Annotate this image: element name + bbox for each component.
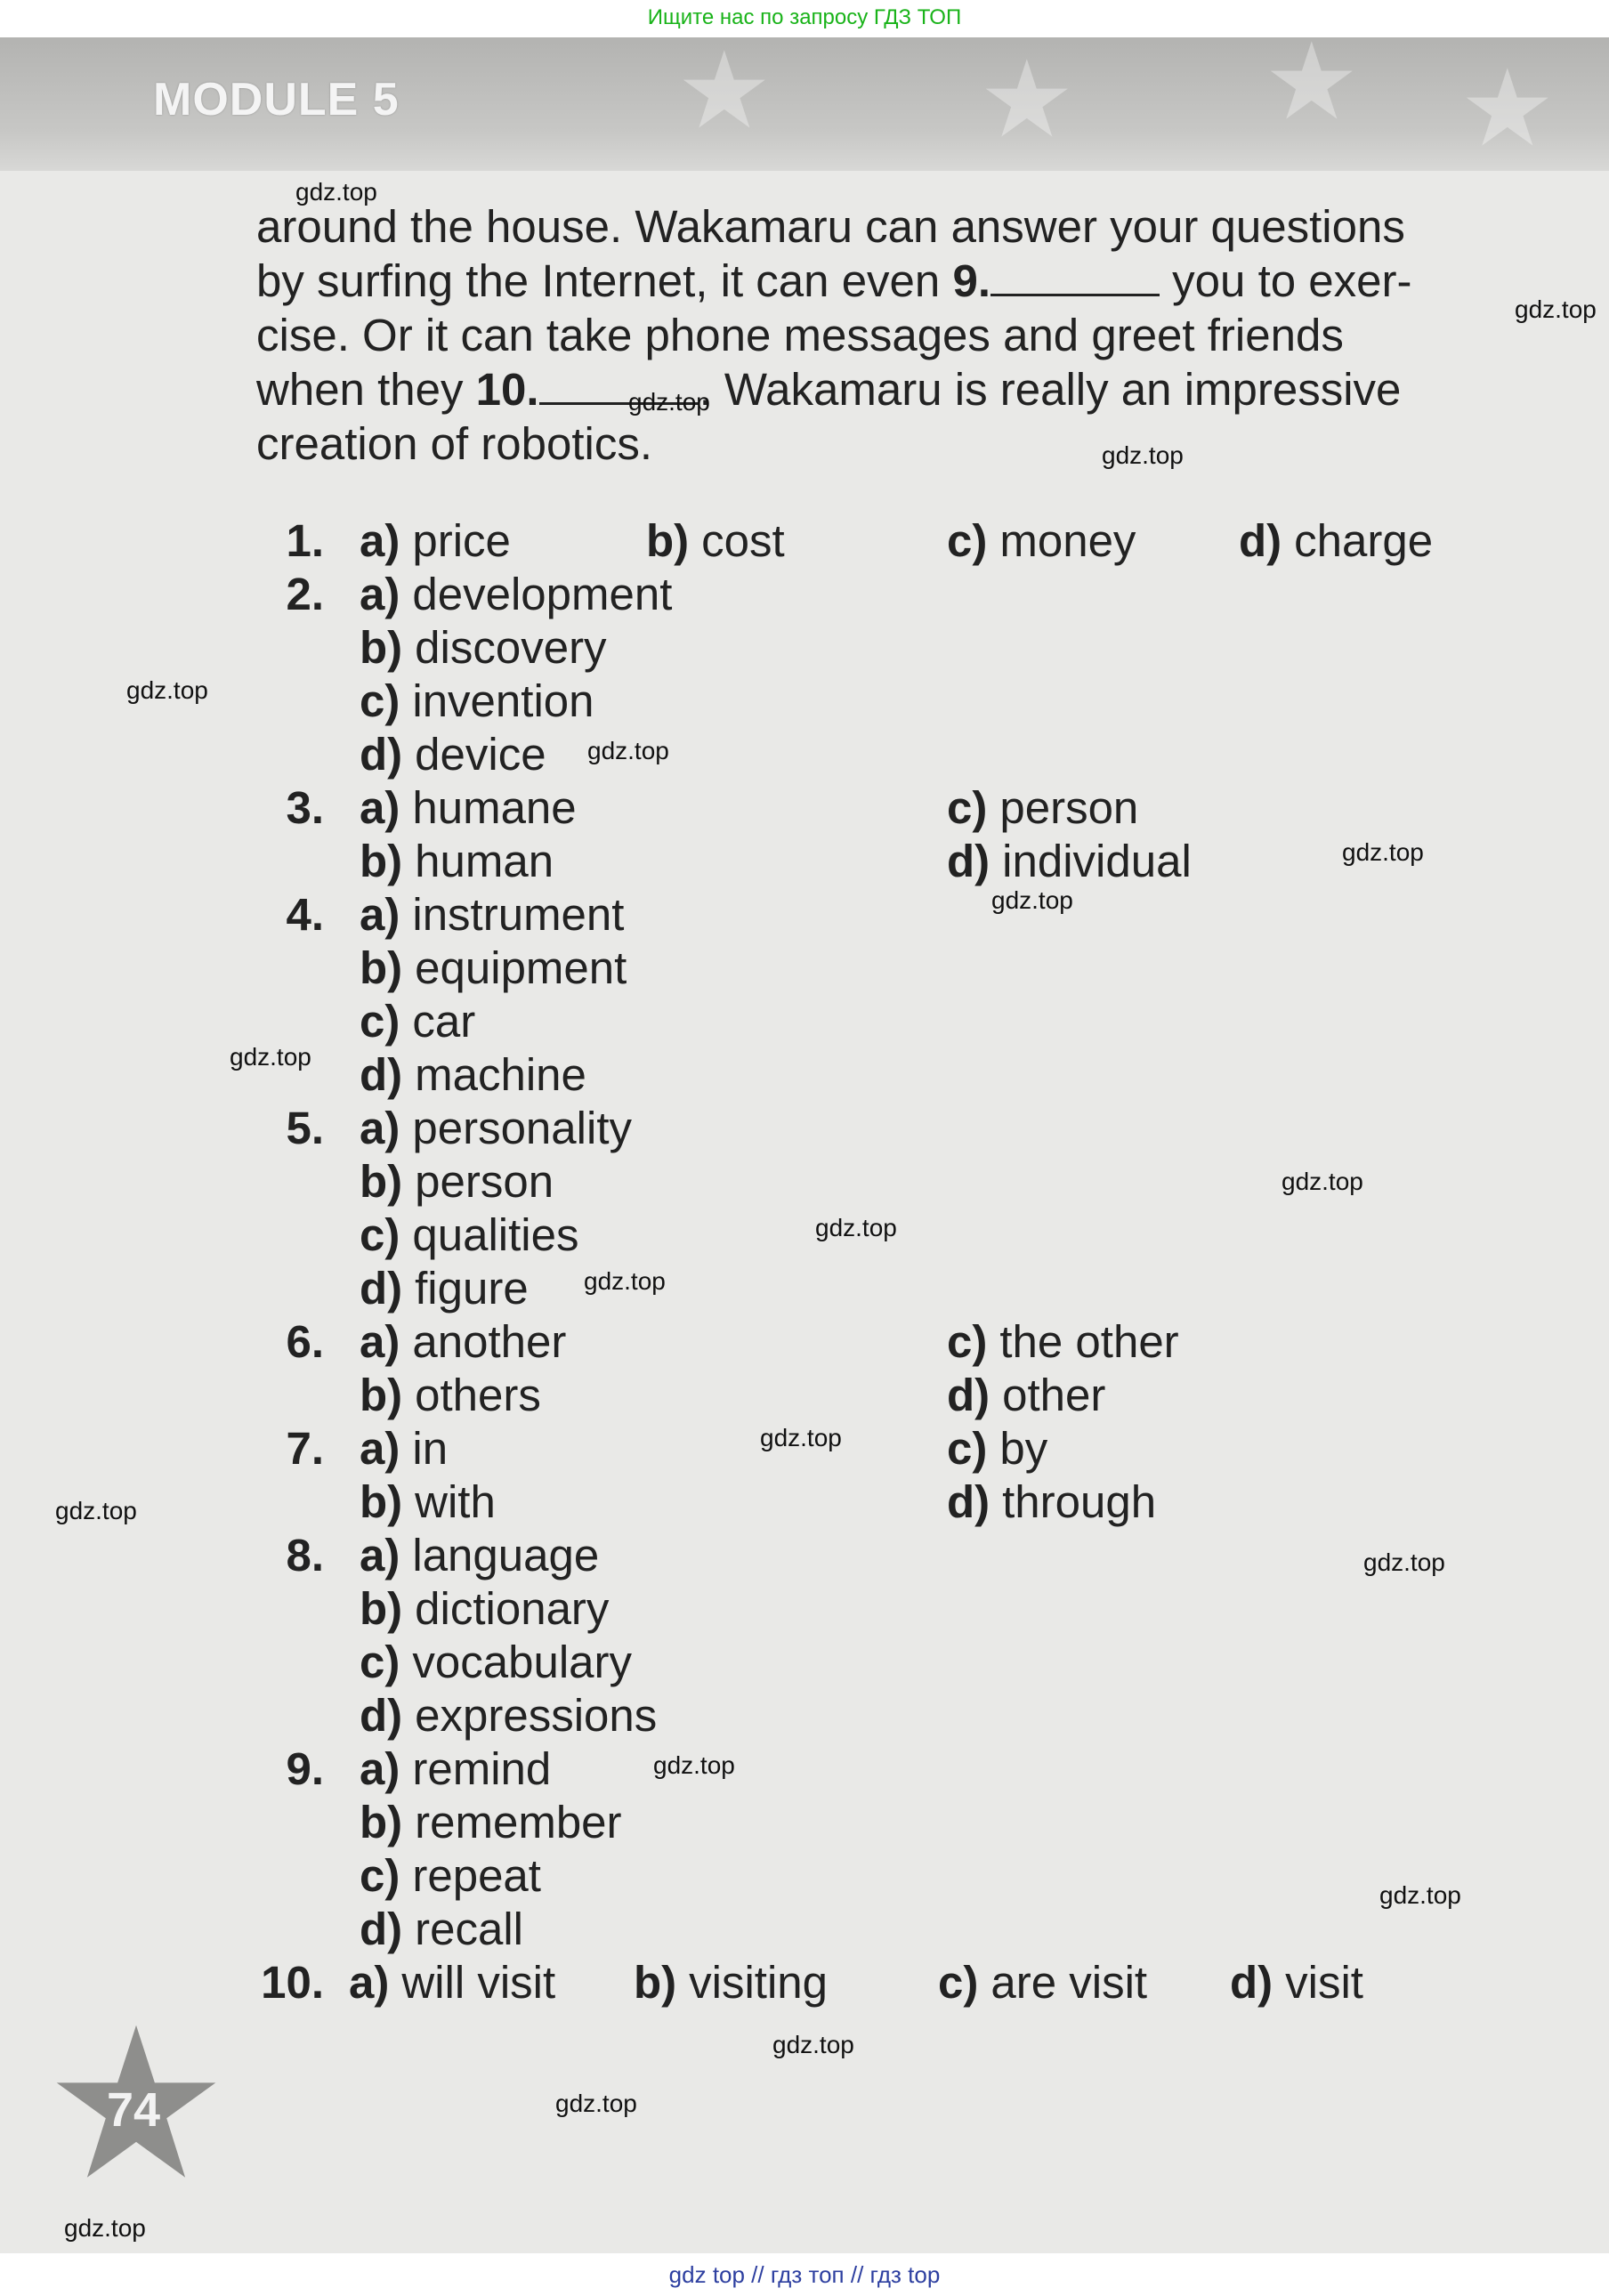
answer-option[interactable]: a) development [360,569,673,619]
answer-option[interactable]: c) by [947,1423,1048,1474]
answer-option[interactable]: b) dictionary [360,1583,610,1634]
answer-option[interactable]: b) person [360,1156,554,1207]
gap-number: 10. [475,364,539,415]
watermark: gdz.top [760,1424,842,1451]
answer-option[interactable]: a) price [360,515,511,566]
passage-line: around the house. Wakamaru can answer your questions [256,201,1405,252]
watermark: gdz.top [1379,1881,1461,1909]
passage-text: by surfing the Internet, it can even [256,255,953,306]
answer-option[interactable]: c) money [947,515,1136,566]
answer-option[interactable]: d) figure [360,1263,529,1314]
answer-option[interactable]: d) expressions [360,1690,658,1741]
watermark: gdz.top [295,178,377,206]
answer-option[interactable]: b) human [360,836,554,886]
question-number: 5. [286,1103,324,1153]
answer-option[interactable]: b) cost [646,515,785,566]
star-decoration-icon: ★ [1459,49,1556,168]
answer-option[interactable]: c) the other [947,1316,1179,1367]
answer-option[interactable]: a) humane [360,782,577,833]
watermark: gdz.top [628,388,710,416]
watermark: gdz.top [584,1267,666,1295]
answer-option[interactable]: b) others [360,1370,541,1420]
gap-number: 9. [952,255,991,306]
answer-option[interactable]: a) language [360,1530,600,1581]
question-number: 10. [261,1957,324,2008]
star-decoration-icon: ★ [979,40,1075,159]
passage-text: . Wakamaru is really an impressive [699,364,1402,415]
answer-option[interactable]: a) remind [360,1743,552,1794]
watermark: gdz.top [126,676,208,704]
question-number: 7. [286,1423,324,1474]
page-number: 74 [106,2083,161,2137]
watermark: gdz.top [1363,1548,1445,1576]
answer-option[interactable]: c) are visit [938,1957,1148,2008]
watermark: gdz.top [772,2031,854,2058]
question-number: 8. [286,1530,324,1581]
answer-option[interactable]: c) invention [360,675,594,726]
top-search-link[interactable]: Ищите нас по запросу ГДЗ ТОП [647,5,962,29]
answer-option[interactable]: c) qualities [360,1209,579,1260]
watermark: gdz.top [555,2090,637,2117]
reading-passage [256,199,1534,471]
answer-option[interactable]: b) discovery [360,622,607,673]
question-number: 2. [286,569,324,619]
question-number: 6. [286,1316,324,1367]
passage-text: you to exer- [1160,255,1412,306]
answer-option[interactable]: c) repeat [360,1850,541,1901]
module-title: MODULE 5 [153,74,400,125]
answer-option[interactable]: b) equipment [360,942,627,993]
question-number: 4. [286,889,324,940]
answer-option[interactable]: d) recall [360,1904,524,1954]
answer-option[interactable]: a) in [360,1423,449,1474]
answer-option[interactable]: d) charge [1239,515,1434,566]
answer-option[interactable]: d) other [947,1370,1106,1420]
answer-option[interactable]: d) device [360,729,546,780]
watermark: gdz.top [815,1214,897,1241]
footer-links[interactable]: gdz top // гдз топ // гдз top [0,2257,1609,2292]
passage-line: creation of robotics. [256,418,653,469]
answer-option[interactable]: d) visit [1230,1957,1363,2008]
answer-option[interactable]: a) personality [360,1103,632,1153]
answer-option[interactable]: d) machine [360,1049,586,1100]
answer-option[interactable]: a) another [360,1316,567,1367]
answer-option[interactable]: a) will visit [349,1957,556,2008]
answer-option[interactable]: c) vocabulary [360,1637,632,1687]
answer-option[interactable]: d) through [947,1476,1157,1527]
answer-option[interactable]: c) car [360,996,476,1047]
watermark: gdz.top [587,737,669,764]
answer-option[interactable]: b) remember [360,1797,622,1847]
answer-option[interactable]: d) individual [947,836,1192,886]
question-number: 3. [286,782,324,833]
star-decoration-icon: ★ [1264,22,1360,141]
watermark: gdz.top [1282,1168,1363,1195]
watermark: gdz.top [1102,441,1184,469]
answer-option[interactable]: b) with [360,1476,496,1527]
passage-text: when they [256,364,476,415]
answer-option[interactable]: b) visiting [634,1957,829,2008]
answer-option[interactable]: c) person [947,782,1139,833]
watermark: gdz.top [55,1497,137,1524]
passage-line: cise. Or it can take phone messages and greet friends [256,310,1344,360]
watermark: gdz.top [653,1751,735,1779]
question-number: 9. [286,1743,324,1794]
question-number: 1. [286,515,324,566]
answer-option[interactable]: a) instrument [360,889,625,940]
watermark: gdz.top [230,1043,311,1071]
watermark: gdz.top [1342,838,1424,866]
passage-line [256,362,1534,416]
watermark: gdz.top [1515,295,1597,323]
passage-line [256,254,1534,308]
gap-blank [990,255,1160,296]
watermark: gdz.top [991,886,1073,914]
watermark: gdz.top [64,2214,146,2242]
star-decoration-icon: ★ [676,31,772,150]
